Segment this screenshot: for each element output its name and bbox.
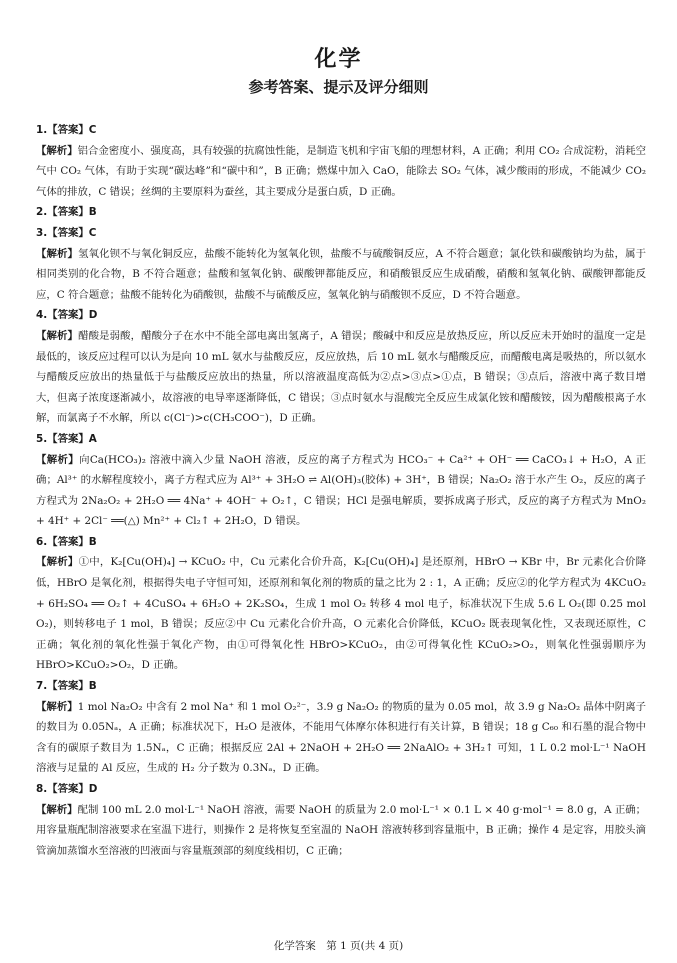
question-6 — [36, 532, 646, 676]
page-footer: 化学答案 第 1 页(共 4 页) — [273, 940, 404, 952]
question-1 — [36, 120, 646, 202]
page-title: 化学 — [314, 47, 363, 72]
question-8 — [36, 779, 646, 861]
answer-line: 2.【答案】B — [36, 206, 97, 219]
answer-line: 6.【答案】B — [36, 535, 97, 548]
question-5 — [36, 429, 646, 532]
answer-line: 1.【答案】C — [36, 124, 97, 136]
page-subtitle: 参考答案、提示及评分细则 — [248, 78, 429, 96]
explanation — [36, 697, 646, 779]
answer-line: 4.【答案】D — [36, 309, 98, 322]
answer-line: 8.【答案】D — [36, 783, 98, 795]
answer-line: 5.【答案】A — [36, 432, 97, 445]
question-3 — [36, 223, 646, 305]
explanation-tag: 【解析】 — [36, 144, 78, 157]
explanation-text: 醋酸是弱酸，醋酸分子在水中不能全部电离出氢离子，A 错误；酸碱中和反应是放热反应，所以反应未开始时的温度一定是最低的，该反应过程可以认为是向 10 mL 氨水与盐酸反应，反应放热，后 10 mL 氨水与醋酸反应，而醋酸电离是吸热的，所以氨水与醋酸反应放出的热量低于与盐酸反应放出的热量，所以溶液温度高低为②点>③点>①点，B 错误；③点后，溶液中离子数目增大，但离子浓度逐渐减小，故溶液的电导率逐渐降低，C 错误；③点时氨水与混酸完全反应生成氯化铵和醋酸铵，因为醋酸根离子水解，而氯离子不水解，所以 c(Cl⁻)>c(CH₃COO⁻)，D 正确。 — [36, 329, 647, 425]
explanation-tag: 【解析】 — [36, 700, 78, 713]
explanation-text: 氢氧化钡不与氧化铜反应，盐酸不能转化为氢氧化钡，盐酸不与硫酸铜反应，A 不符合题意；氯化铁和碳酸钠均为盐，属于相同类别的化合物，B 不符合题意；盐酸和氢氧化钠、碳酸钾都能反应，和硝酸银反应生成硝酸，硝酸和氢氧化钠、碳酸钾都能反应，C 符合题意；盐酸不能转化为硝酸钡，盐酸不与硫酸反应，氢氧化钠与硝酸钡不反应，D 不符合题意。 — [36, 247, 647, 301]
explanation — [36, 244, 646, 306]
explanation-tag: 【解析】 — [36, 247, 79, 260]
explanation-text: 1 mol Na₂O₂ 中含有 2 mol Na⁺ 和 1 mol O₂²⁻，3.9 g Na₂O₂ 的物质的量为 0.05 mol，故 3.9 g Na₂O₂ 晶体中阴离子的数目为 0.05Nₐ，A 正确；标准状况下，H₂O 是液体，不能用气体摩尔体积进行有关计算，B 错误；18 g C₆₀ 和石墨的混合物中含有的碳原子数目为 1.5Nₐ，C 正确；根据反应 2Al + 2NaOH + 2H₂O ══ 2NaAlO₂ + 3H₂↑ 可知，1 L 0.2 mol·L⁻¹ NaOH 溶液与足量的 Al 反应，生成的 H₂ 分子数为 0.3Nₐ，D 正确。 — [36, 700, 647, 775]
answer-line: 3.【答案】C — [36, 226, 97, 239]
question-4 — [36, 305, 646, 429]
question-7 — [36, 676, 646, 779]
explanation-text: 铝合金密度小、强度高，具有较强的抗腐蚀性能，是制造飞机和宇宙飞船的理想材料，A 正确；利用 CO₂ 合成淀粉，消耗空气中 CO₂ 气体，有助于实现“碳达峰”和“碳中和”，B 正确；燃煤中加入 CaO，能除去 SO₂ 气体，减少酸雨的形成，不能减少 CO₂ 气体的排放，C 错误；丝绸的主要原料为蚕丝，其主要成分是蛋白质，D 正确。 — [36, 144, 647, 198]
explanation-tag: 【解析】 — [36, 556, 79, 569]
answer-list — [36, 120, 646, 861]
explanation-tag: 【解析】 — [36, 329, 79, 342]
explanation — [36, 552, 646, 676]
question-2 — [36, 202, 646, 223]
explanation-text: 配制 100 mL 2.0 mol·L⁻¹ NaOH 溶液，需要 NaOH 的质量为 2.0 mol·L⁻¹ × 0.1 L × 40 g·mol⁻¹ = 8.0 g，A 正确；用容量瓶配制溶液要求在室温下进行，则操作 2 是将恢复至室温的 NaOH 溶液转移到容量瓶中，B 正确；操作 4 是定容，用胶头滴管滴加蒸馏水至溶液的凹液面与容量瓶颈部的刻度线相切，C 正确； — [36, 803, 646, 857]
explanation-text: ①中，K₂[Cu(OH)₄] → KCuO₂ 中，Cu 元素化合价升高，K₂[Cu(OH)₄] 是还原剂，HBrO → KBr 中，Br 元素化合价降低，HBrO 是氧化剂，根据得失电子守恒可知，还原剂和氧化剂的物质的量之比为 2 : 1，A 正确；反应②的化学方程式为 4KCuO₂ + 6H₂SO₄ ══ O₂↑ + 4CuSO₄ + 6H₂O + 2K₂SO₄，生成 1 mol O₂ 转移 4 mol 电子，标准状况下生成 5.6 L O₂(即 0.25 mol O₂)，则转移电子 1 mol，B 错误；反应②中 Cu 元素化合价升高，O 元素化合价降低，KCuO₂ 既表现氧化性，又表现还原性，C 正确；氧化剂的氧化性强于氧化产物，由①可得氧化性 HBrO>KCuO₂，由②可得氧化性 KCuO₂>O₂，则氧化性强弱顺序为 HBrO>KCuO₂>O₂，D 正确。 — [36, 556, 646, 672]
explanation-tag: 【解析】 — [36, 803, 78, 816]
explanation — [36, 800, 646, 862]
explanation — [36, 450, 646, 532]
answer-line: 7.【答案】B — [36, 680, 97, 693]
explanation-tag: 【解析】 — [36, 453, 80, 466]
explanation-text: 向Ca(HCO₃)₂ 溶液中滴入少量 NaOH 溶液，反应的离子方程式为 HCO₃⁻ + Ca²⁺ + OH⁻ ══ CaCO₃↓ + H₂O，A 正确；Al³⁺ 的水解程度较小，离子方程式应为 Al³⁺ + 3H₂O ⇌ Al(OH)₃(胶体) + 3H⁺，B 错误；Na₂O₂ 溶于水产生 O₂，反应的离子方程式为 2Na₂O₂ + 2H₂O ══ 4Na⁺ + 4OH⁻ + O₂↑，C 错误；HCl 是强电解质，要拆成离子形式，反应的离子方程式为 MnO₂ + 4H⁺ + 2Cl⁻ ══(△) Mn²⁺ + Cl₂↑ + 2H₂O，D 错误。 — [36, 453, 647, 528]
explanation — [36, 326, 646, 429]
explanation — [36, 141, 646, 203]
